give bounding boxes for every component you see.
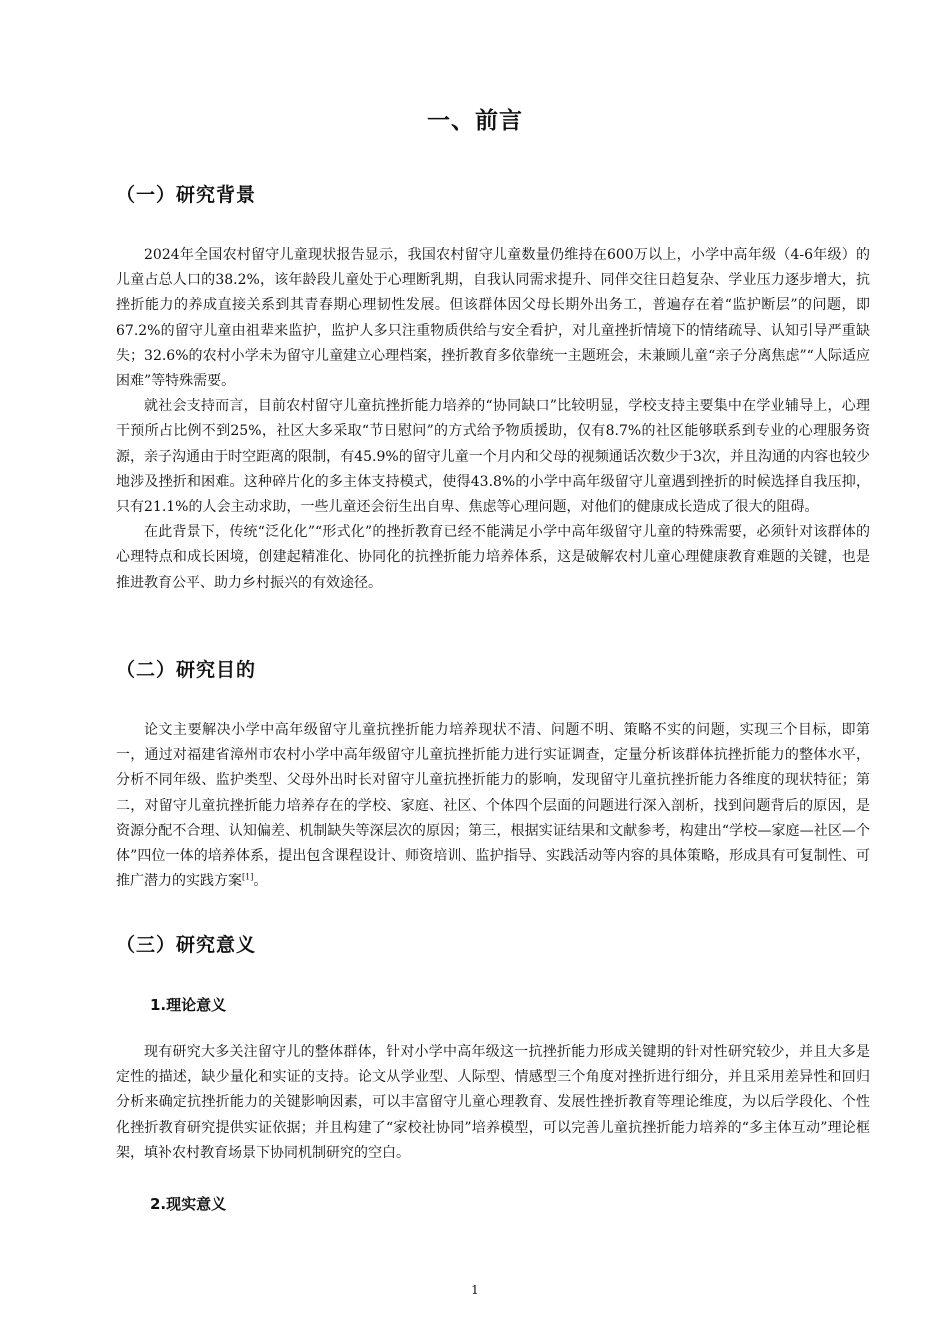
background-paragraph-3: 在此背景下，传统“泛化化”“形式化”的挫折教育已经不能满足小学中高年级留守儿童的特殊需要，必须针对该群体的心理特点和成长困境，创建起精准化、协同化的抗挫折能力培养体系，这是破解农村儿童心理健康教育难题的关键，也是推进教育公平、助力乡村振兴的有效途径。 xyxy=(116,524,870,591)
section-heading-purpose: （二）研究目的 xyxy=(116,659,257,681)
background-paragraph-1: 2024年全国农村留守儿童现状报告显示，我国农村留守儿童数量仍维持在600万以上，小学中高年级（4-6年级）的儿童占总人口的38.2%，该年龄段儿童处于心理断乳期，自我认同需求提升、同伴交往日趋复杂、学业压力逐步增大，抗挫折能力的养成直接关系到其青春期心理韧性发展。但该群体因父母长期外出务工，普遍存在着“监护断层”的问题，即67.2%的留守儿童由祖辈来监护，监护人多只注重物质供给与安全看护，对儿童挫折情境下的情绪疏导、认知引导严重缺失；32.6%的农村小学未为留守儿童建立心理档案，挫折教育多依靠统一主题班会，未兼顾儿童“亲子分离焦虑”“人际适应困难”等特殊需要。 xyxy=(116,247,870,390)
purpose-paragraph-block xyxy=(116,718,870,894)
purpose-paragraph-end: 。 xyxy=(253,873,268,890)
chapter-title: 一、前言 xyxy=(427,108,523,134)
section-heading-significance: （三）研究意义 xyxy=(116,934,257,956)
purpose-paragraph xyxy=(116,718,870,894)
background-paragraphs xyxy=(116,243,870,596)
citation-marker: [1] xyxy=(242,872,254,882)
subheading-theoretical: 1.理论意义 xyxy=(150,996,227,1014)
purpose-paragraph-text: 论文主要解决小学中高年级留守儿童抗挫折能力培养现状不清、问题不明、策略不实的问题，实现三个目标，即第一，通过对福建省漳州市农村小学中高年级留守儿童抗挫折能力进行实证调查，定量分析该群体抗挫折能力的整体水平，分析不同年级、监护类型、父母外出时长对留守儿童抗挫折能力的影响，发现留守儿童抗挫折能力各维度的现状特征；第二，对留守儿童抗挫折能力培养存在的学校、家庭、社区、个体四个层面的问题进行深入剖析，找到问题背后的原因，是资源分配不合理、认知偏差、机制缺失等深层次的原因；第三，根据实证结果和文献参考，构建出“学校—家庭—社区—个体”四位一体的培养体系，提出包含课程设计、师资培训、监护指导、实践活动等内容的具体策略，形成具有可复制性、可推广潜力的实践方案 xyxy=(116,722,870,890)
page-number: 1 xyxy=(471,1283,479,1297)
section-heading-background: （一）研究背景 xyxy=(116,184,257,206)
background-paragraph-2: 就社会支持而言，目前农村留守儿童抗挫折能力培养的“协同缺口”比较明显，学校支持主要集中在学业辅导上，心理干预所占比例不到25%，社区大多采取“节日慰问”的方式给予物质援助，仅有8.7%的社区能够联系到专业的心理服务资源，亲子沟通由于时空距离的限制，有45.9%的留守儿童一个月内和父母的视频通话次数少于3次，并且沟通的内容也较少地涉及挫折和困难。这种碎片化的多主体支持模式，使得43.8%的小学中高年级留守儿童遇到挫折的时候选择自我压抑，只有21.1%的人会主动求助，一些儿童还会衍生出自卑、焦虑等心理问题，对他们的健康成长造成了很大的阻碍。 xyxy=(116,398,870,516)
theoretical-paragraph-block xyxy=(116,1040,870,1166)
theoretical-paragraph: 现有研究大多关注留守儿的整体群体，针对小学中高年级这一抗挫折能力形成关键期的针对性研究较少，并且大多是定性的描述，缺少量化和实证的支持。论文从学业型、人际型、情感型三个角度对挫折进行细分，并且采用差异性和回归分析来确定抗挫折能力的关键影响因素，可以丰富留守儿童心理教育、发展性挫折教育等理论维度，为以后学段化、个性化挫折教育研究提供实证依据；并且构建了“家校社协同”培养模型，可以完善儿童抗挫折能力培养的“多主体互动”理论框架，填补农村教育场景下协同机制研究的空白。 xyxy=(116,1044,870,1161)
subheading-practical: 2.现实意义 xyxy=(150,1195,227,1213)
